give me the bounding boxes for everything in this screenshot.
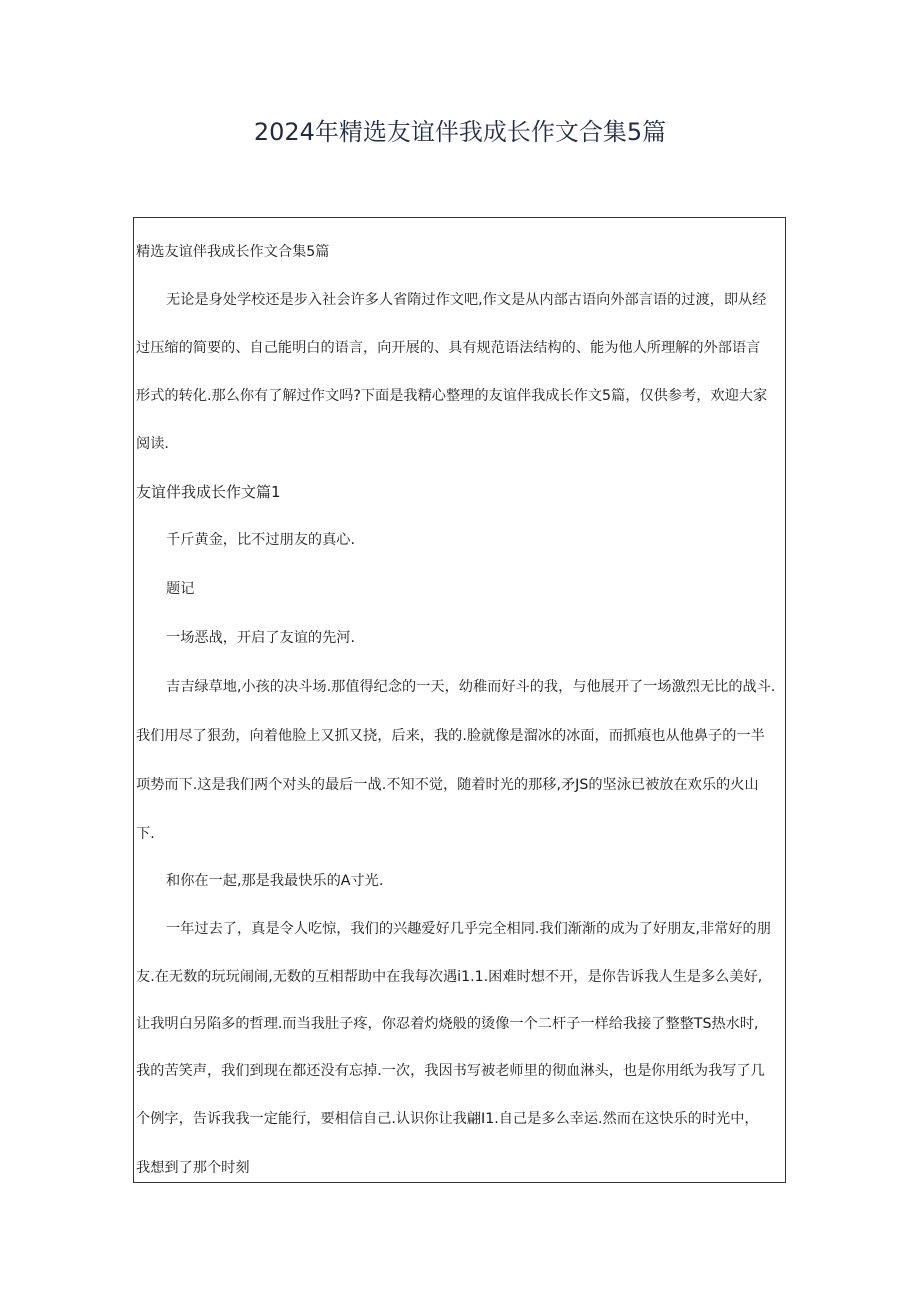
paragraph-line: 我们用尽了狠劲，向着他脸上又抓又挠，后来，我的.脸就像是溜冰的冰面，而抓痕也从他鼻子的一半 [136,728,765,744]
paragraph-line: 无论是身处学校还是步入社会许多人省隋过作文吧,作文是从内部古语向外部言语的过渡，即从经 [166,292,767,308]
subtitle-line: 精选友谊伴我成长作文合集5篇 [136,244,330,260]
paragraph-line: 友.在无数的玩玩闹闹,无数的互相帮助中在我每次遇i1.1.困难时想不开，是你告诉我人生是多么美好, [136,969,763,985]
paragraph-line: 下. [136,826,155,842]
paragraph-line: 千斤黄金，比不过朋友的真心. [166,532,355,548]
document-title: 2024年精选友谊伴我成长作文合集5篇 [253,118,667,146]
paragraph-line: 形式的转化.那么你有了解过作文吗?下面是我精心整理的友谊伴我成长作文5篇，仅供参考，欢迎大家 [136,388,768,404]
content-frame [133,217,786,1183]
paragraph-line: 过压缩的简要的、自己能明白的语言，向开展的、具有规范语法结构的、能为他人所理解的外部语言 [136,340,761,356]
paragraph-line: 吉吉绿草地,小孩的决斗场.那值得纪念的一天，幼稚而好斗的我，与他展开了一场激烈无比的战斗. [166,679,776,695]
paragraph-line: 个例字，告诉我我一定能行，要相信自己.认识你让我翩I1.自己是多么幸运.然而在这快乐的时光中， [136,1111,759,1127]
paragraph-line: 项势而下.这是我们两个对头的最后一战.不知不觉，随着时光的那移,矛JS的坚泳已被放在欢乐的火山 [136,777,759,793]
paragraph-line: 我的苦笑声，我们到现在都还没有忘掉.一次，我因书写被老师里的彻血淋头，也是你用纸为我写了几 [136,1063,765,1079]
paragraph-line: 我想到了那个时刻 [136,1160,250,1176]
paragraph-line: 让我明白另陷多的哲理.而当我肚子疼，你忍着灼烧般的烫像一个二杆子一样给我接了整整TS热水时, [136,1016,759,1032]
paragraph-line: 一场恶战，开启了友谊的先河. [166,630,355,646]
paragraph-line: 和你在一起,那是我最快乐的A寸光. [166,873,384,889]
section-heading: 友谊伴我成长作文篇1 [136,483,281,501]
paragraph-line: 一年过去了，真是令人吃惊，我们的兴趣爱好几乎完全相同.我们渐渐的成为了好朋友,非常好的朋 [166,921,771,937]
paragraph-line: 题记 [166,581,195,597]
paragraph-line: 阅读. [136,436,169,452]
